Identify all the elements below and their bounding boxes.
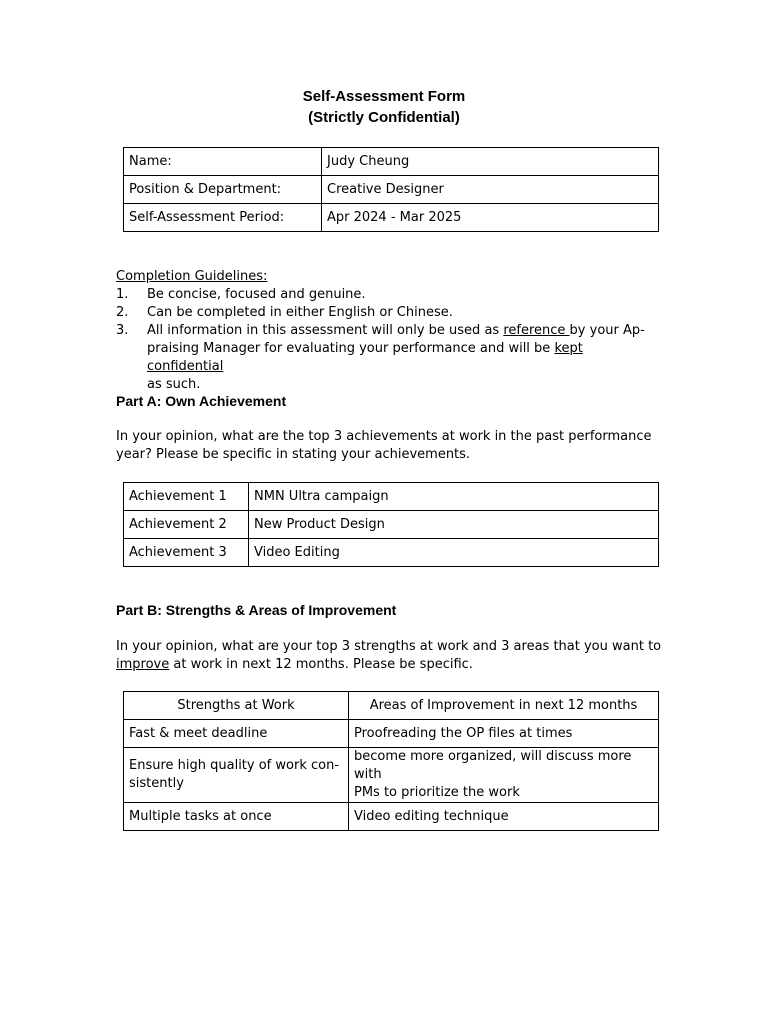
info-row-name: [124, 148, 659, 176]
area-line: become more organized, will discuss more with: [354, 749, 632, 782]
areas-column-header: Areas of Improvement in next 12 months: [349, 692, 659, 720]
strength-line: Ensure high quality of work con-: [129, 758, 340, 773]
part-a-prompt-line: In your opinion, what are the top 3 achievements at work in the past performance: [116, 429, 652, 444]
guideline-text: as such.: [147, 377, 201, 392]
strengths-column-header: Strengths at Work: [124, 692, 349, 720]
achievement-label: Achievement 2: [124, 511, 249, 539]
part-b-heading: Part B: Strengths & Areas of Improvement: [116, 602, 397, 618]
guideline-text: praising Manager for evaluating your performance and will be: [147, 341, 555, 356]
strength-line: Multiple tasks at once: [129, 808, 272, 824]
part-a-heading: Part A: Own Achievement: [116, 393, 287, 409]
part-b-prompt-line: In your opinion, what are your top 3 strengths at work and 3 areas that you want to: [116, 639, 662, 654]
achievement-label: Achievement 3: [124, 539, 249, 567]
achievements-table: [123, 482, 659, 567]
info-value: Creative Designer: [322, 176, 659, 204]
guideline-number: 3.: [116, 323, 129, 338]
area-line: Proofreading the OP files at times: [354, 725, 573, 741]
info-row-position: [124, 176, 659, 204]
guideline-text: Be concise, focused and genuine.: [147, 287, 366, 302]
guideline-text: Can be completed in either English or Chinese.: [147, 305, 453, 320]
area-line: PMs to prioritize the work: [354, 785, 520, 800]
part-b-prompt-line: at work in next 12 months. Please be specific.: [169, 657, 473, 672]
guideline-number: 1.: [116, 287, 129, 302]
guidelines-list: [116, 286, 656, 394]
info-row-period: [124, 204, 659, 232]
strength-cell: [124, 748, 349, 803]
strengths-row: [124, 748, 659, 803]
info-label: Name:: [124, 148, 322, 176]
info-table: [123, 147, 659, 232]
form-subtitle: (Strictly Confidential): [308, 109, 460, 126]
achievement-value: NMN Ultra campaign: [249, 483, 659, 511]
strength-line: Fast & meet deadline: [129, 725, 268, 741]
confidential-underlined: kept confidential: [147, 341, 583, 374]
achievement-row: [124, 483, 659, 511]
strength-line: sistently: [129, 776, 184, 791]
strengths-table: [123, 691, 659, 831]
guideline-item: [116, 322, 656, 394]
improve-underlined: improve: [116, 657, 170, 672]
achievement-row: [124, 511, 659, 539]
part-a-prompt-line: year? Please be specific in stating your achievements.: [116, 447, 471, 462]
part-b-prompt: [116, 638, 676, 674]
guideline-text: by your Ap-: [569, 323, 645, 338]
info-label: Self-Assessment Period:: [124, 204, 322, 232]
guideline-text: All information in this assessment will only be used as: [147, 323, 504, 338]
strength-cell: [124, 720, 349, 748]
info-label: Position & Department:: [124, 176, 322, 204]
guideline-item: [116, 286, 656, 304]
guidelines-heading: Completion Guidelines:: [116, 269, 268, 284]
strength-cell: [124, 803, 349, 831]
area-cell: [349, 748, 659, 803]
strengths-row: [124, 720, 659, 748]
area-cell: [349, 803, 659, 831]
area-line: Video editing technique: [354, 808, 509, 824]
info-value: Judy Cheung: [322, 148, 659, 176]
form-title: Self-Assessment Form: [302, 88, 466, 105]
guideline-number: 2.: [116, 305, 129, 320]
achievement-value: Video Editing: [249, 539, 659, 567]
achievement-value: New Product Design: [249, 511, 659, 539]
achievement-label: Achievement 1: [124, 483, 249, 511]
info-value: Apr 2024 - Mar 2025: [322, 204, 659, 232]
part-a-prompt: [116, 428, 676, 464]
strengths-row: [124, 803, 659, 831]
achievement-row: [124, 539, 659, 567]
area-cell: [349, 720, 659, 748]
reference-underlined: reference: [503, 323, 570, 338]
guideline-item: [116, 304, 656, 322]
strengths-header-row: [124, 692, 659, 720]
